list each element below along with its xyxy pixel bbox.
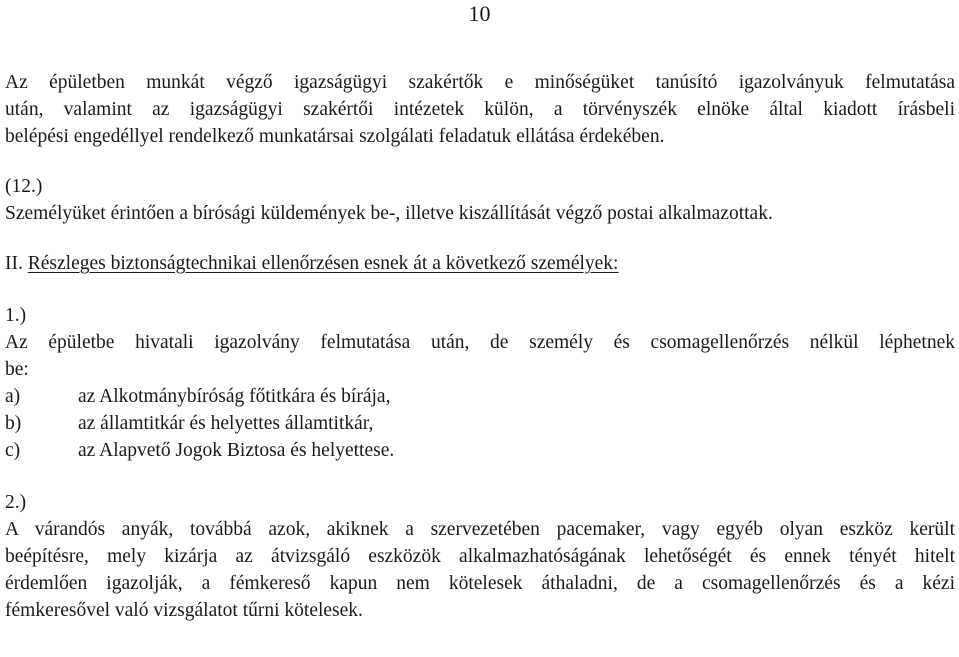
paragraph-line: beépítésre, mely kizárja az átvizsgáló eszközök alkalmazhatóságának lehetőségét és ennek tényét hitelt [5, 546, 955, 567]
document-body [5, 69, 955, 624]
intro-paragraph [5, 69, 955, 150]
point-number: 2.) [5, 492, 27, 513]
paragraph-line: belépési engedéllyel rendelkező munkatársai szolgálati feladatuk ellátása érdekében. [5, 126, 665, 147]
item-number: (12.) [5, 176, 43, 197]
item-12 [5, 173, 955, 227]
point-2 [5, 489, 955, 624]
paragraph-line: Az épületbe hivatali igazolvány felmutatása után, de személy és csomagellenőrzés nélkül léphetnek [5, 332, 955, 353]
section-numeral: II. [5, 253, 23, 274]
list-marker: b) [5, 413, 22, 434]
point-number: 1.) [5, 305, 27, 326]
list-text: az Alkotmánybíróság főtitkára és bírája, [78, 386, 391, 407]
list-item [5, 437, 955, 464]
list-item [5, 410, 955, 437]
section-heading [5, 250, 955, 277]
paragraph-line: fémkeresővel való vizsgálatot tűrni kötelesek. [5, 600, 363, 621]
section-title: Részleges biztonságtechnikai ellenőrzésen esnek át a következő személyek: [27, 253, 619, 274]
paragraph-line: A várandós anyák, továbbá azok, akiknek a szervezetében pacemaker, vagy egyéb olyan eszköz került [5, 519, 955, 540]
list-marker: a) [5, 386, 21, 407]
list-text: az államtitkár és helyettes államtitkár, [78, 413, 374, 434]
list-marker: c) [5, 440, 21, 461]
list-item [5, 383, 955, 410]
item-text: Személyüket érintően a bírósági küldemények be-, illetve kiszállítását végző postai alkalmazottak. [5, 203, 773, 224]
list-text: az Alapvető Jogok Biztosa és helyettese. [78, 440, 395, 461]
paragraph-line: után, valamint az igazságügyi szakértői intézetek külön, a törvényszék elnöke által kiadott írásbeli [5, 99, 955, 120]
paragraph-line: érdemlően igazolják, a fémkereső kapun nem kötelesek áthaladni, de a csomagellenőrzés és a kézi [5, 573, 955, 594]
point-1 [5, 302, 955, 464]
paragraph-line: be: [5, 359, 29, 380]
page-number: 10 [468, 1, 491, 26]
paragraph-line: Az épületben munkát végző igazságügyi szakértők e minőségüket tanúsító igazolványuk felmutatása [5, 72, 955, 93]
